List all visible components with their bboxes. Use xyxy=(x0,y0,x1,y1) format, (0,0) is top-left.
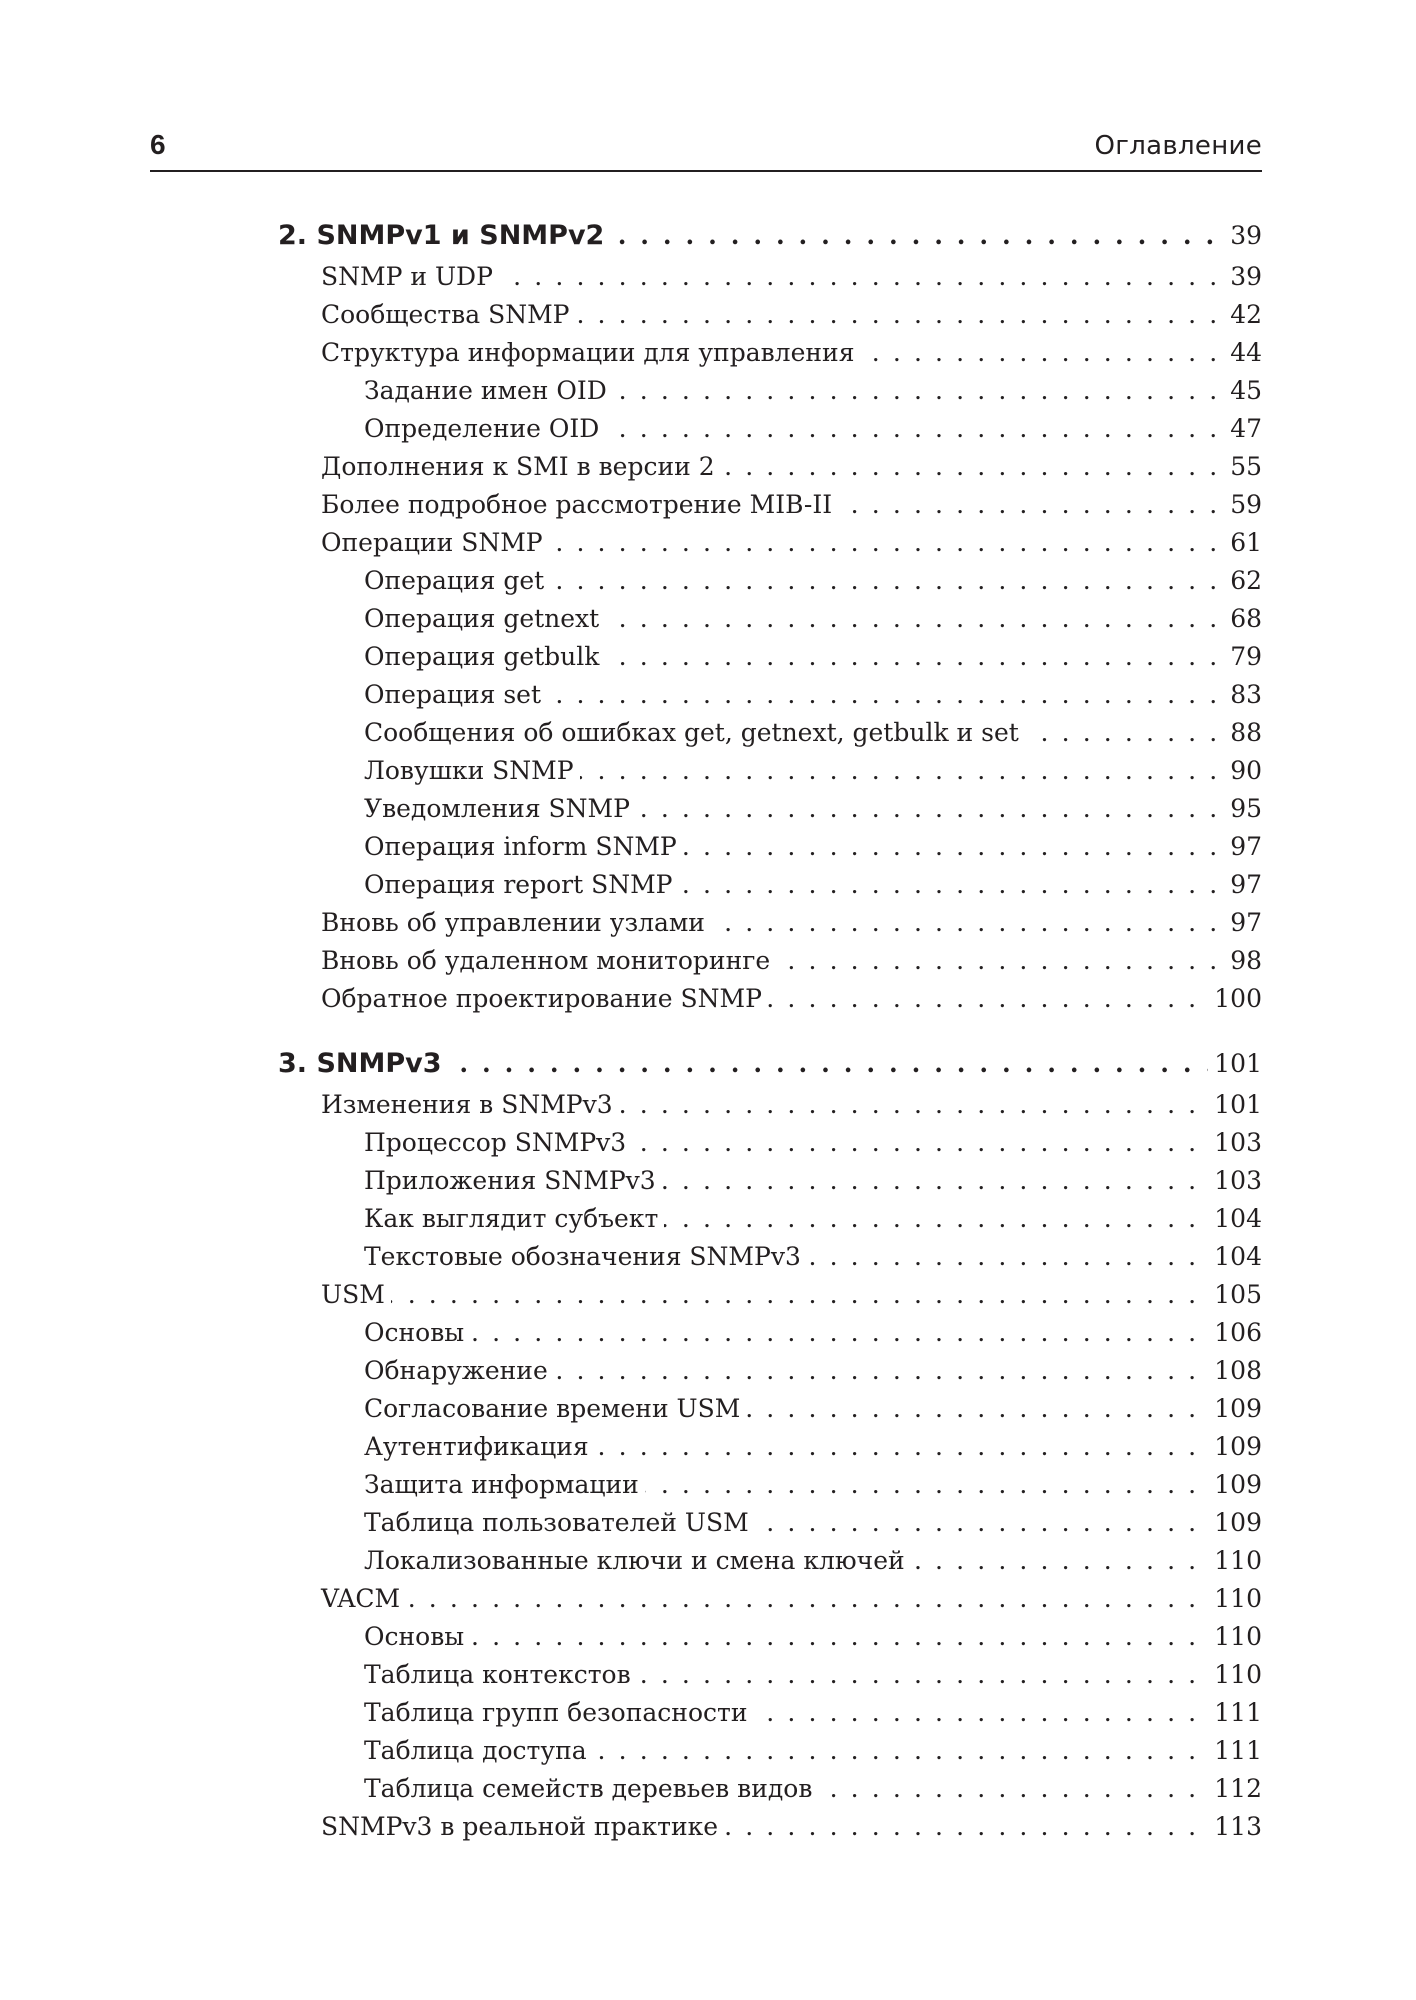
toc-entry xyxy=(278,1238,1262,1276)
toc-entry-page: 110 xyxy=(1208,1656,1262,1694)
toc-entry-page: 110 xyxy=(1208,1542,1262,1580)
toc-entry-title: Локализованные ключи и смена ключей xyxy=(364,1546,911,1575)
toc-entry-title: Операции SNMP xyxy=(321,528,549,557)
toc-entry xyxy=(278,258,1262,296)
toc-entry-title: Изменения в SNMPv3 xyxy=(321,1090,619,1119)
toc-entry-title: Определение OID xyxy=(364,414,605,443)
toc-entry-page: 59 xyxy=(1224,486,1262,524)
toc-entry-title: Текстовые обозначения SNMPv3 xyxy=(364,1242,807,1271)
toc-entry-page: 95 xyxy=(1224,790,1262,828)
toc-entry-page: 105 xyxy=(1208,1276,1262,1314)
toc-entry-page: 111 xyxy=(1208,1732,1262,1770)
toc-chapter-3 xyxy=(278,1042,1262,1846)
toc-entry xyxy=(278,980,1262,1018)
toc-chapter-2 xyxy=(278,214,1262,1018)
toc-entry xyxy=(278,1618,1262,1656)
toc-entry xyxy=(278,1504,1262,1542)
toc-entry-title: Приложения SNMPv3 xyxy=(364,1166,662,1195)
toc-entry xyxy=(278,1580,1262,1618)
toc-entry xyxy=(278,1542,1262,1580)
toc-entry-title: Уведомления SNMP xyxy=(364,794,636,823)
toc-entry xyxy=(278,1732,1262,1770)
toc-entry-page: 88 xyxy=(1224,714,1262,752)
toc-entry-title: Дополнения к SMI в версии 2 xyxy=(321,452,721,481)
toc-entry-page: 109 xyxy=(1208,1428,1262,1466)
toc-entry-page: 111 xyxy=(1208,1694,1262,1732)
toc-entry-page: 61 xyxy=(1224,524,1262,562)
toc-entry-page: 62 xyxy=(1224,562,1262,600)
chapter-page: 39 xyxy=(1224,214,1262,258)
toc-entry-title: Вновь об удаленном мониторинге xyxy=(321,946,776,975)
toc-entry-title: VACM xyxy=(321,1584,406,1613)
toc-entry-page: 104 xyxy=(1208,1200,1262,1238)
toc-entry xyxy=(278,714,1262,752)
chapter-heading xyxy=(278,1042,1262,1086)
toc-entry-title: Ловушки SNMP xyxy=(364,756,580,785)
toc-entry xyxy=(278,1770,1262,1808)
toc-entry-page: 47 xyxy=(1224,410,1262,448)
toc-entry xyxy=(278,486,1262,524)
toc-entry-page: 110 xyxy=(1208,1580,1262,1618)
toc-entry xyxy=(278,1694,1262,1732)
toc-entry-title: Процессор SNMPv3 xyxy=(364,1128,632,1157)
toc-entry xyxy=(278,1162,1262,1200)
toc-entry-page: 79 xyxy=(1224,638,1262,676)
toc-entry-page: 97 xyxy=(1224,828,1262,866)
toc-entry-page: 110 xyxy=(1208,1618,1262,1656)
toc-entry-title: Таблица доступа xyxy=(364,1736,593,1765)
toc-entry-title: Обратное проектирование SNMP xyxy=(321,984,768,1013)
toc-entry-title: Таблица семейств деревьев видов xyxy=(364,1774,818,1803)
toc-entry-title: SNMP и UDP xyxy=(321,262,499,291)
toc-entry-page: 103 xyxy=(1208,1162,1262,1200)
toc-entry-title: Операция getnext xyxy=(364,604,605,633)
toc-entry xyxy=(278,942,1262,980)
toc-entry-page: 97 xyxy=(1224,866,1262,904)
chapter-heading xyxy=(278,214,1262,258)
toc-entry-page: 97 xyxy=(1224,904,1262,942)
toc-entry-title: Операция getbulk xyxy=(364,642,605,671)
toc-entry-page: 98 xyxy=(1224,942,1262,980)
toc-entry xyxy=(278,1124,1262,1162)
toc-entry-page: 106 xyxy=(1208,1314,1262,1352)
toc-entry-page: 45 xyxy=(1224,372,1262,410)
toc-entry-title: Таблица групп безопасности xyxy=(364,1698,754,1727)
toc-entry-page: 109 xyxy=(1208,1466,1262,1504)
toc-entry-page: 103 xyxy=(1208,1124,1262,1162)
toc-entry-page: 108 xyxy=(1208,1352,1262,1390)
toc-entry xyxy=(278,296,1262,334)
toc-entry-page: 44 xyxy=(1224,334,1262,372)
toc-entry xyxy=(278,334,1262,372)
toc-entry xyxy=(278,410,1262,448)
toc-entry-page: 39 xyxy=(1224,258,1262,296)
toc-entry xyxy=(278,372,1262,410)
toc-entry xyxy=(278,676,1262,714)
toc-entry xyxy=(278,828,1262,866)
chapter-title: 3. SNMPv3 xyxy=(278,1048,448,1079)
toc-entry-title: Операция report SNMP xyxy=(364,870,678,899)
toc-entry-page: 113 xyxy=(1208,1808,1262,1846)
toc-entry-title: Структура информации для управления xyxy=(321,338,860,367)
toc-entry xyxy=(278,1390,1262,1428)
toc-entry-title: SNMPv3 в реальной практике xyxy=(321,1812,724,1841)
toc-entry xyxy=(278,1656,1262,1694)
toc-entry-page: 109 xyxy=(1208,1504,1262,1542)
toc-entry-title: USM xyxy=(321,1280,391,1309)
toc-entry-page: 104 xyxy=(1208,1238,1262,1276)
toc-entry xyxy=(278,1314,1262,1352)
toc-entry xyxy=(278,1428,1262,1466)
toc-entry-title: Как выглядит субъект xyxy=(364,1204,664,1233)
toc-entry-page: 42 xyxy=(1224,296,1262,334)
toc-entry xyxy=(278,1276,1262,1314)
toc-entry-title: Защита информации xyxy=(364,1470,645,1499)
toc-entry xyxy=(278,562,1262,600)
toc-entry xyxy=(278,1466,1262,1504)
toc-entry xyxy=(278,448,1262,486)
toc-entry-title: Таблица контекстов xyxy=(364,1660,637,1689)
toc-entry-page: 100 xyxy=(1208,980,1262,1018)
toc-entry-title: Вновь об управлении узлами xyxy=(321,908,711,937)
toc-entry-title: Аутентификация xyxy=(364,1432,595,1461)
toc-entry xyxy=(278,1352,1262,1390)
toc-entry-title: Операция inform SNMP xyxy=(364,832,683,861)
toc-entry-page: 112 xyxy=(1208,1770,1262,1808)
toc-entry-title: Основы xyxy=(364,1318,470,1347)
toc-entry-title: Сообщества SNMP xyxy=(321,300,576,329)
toc-entry-title: Более подробное рассмотрение MIB-II xyxy=(321,490,838,519)
chapter-page: 101 xyxy=(1208,1042,1262,1086)
toc-entry-title: Обнаружение xyxy=(364,1356,554,1385)
toc-entry-page: 90 xyxy=(1224,752,1262,790)
toc-entry-page: 83 xyxy=(1224,676,1262,714)
toc-entry-title: Операция set xyxy=(364,680,547,709)
toc-entry-title: Таблица пользователей USM xyxy=(364,1508,755,1537)
toc-entry xyxy=(278,638,1262,676)
toc-entry xyxy=(278,1200,1262,1238)
running-head: Оглавление xyxy=(1094,131,1262,161)
toc-entry-title: Операция get xyxy=(364,566,550,595)
toc-entry-title: Согласование времени USM xyxy=(364,1394,746,1423)
toc-entry xyxy=(278,1086,1262,1124)
toc-entry xyxy=(278,752,1262,790)
toc-entry-page: 101 xyxy=(1208,1086,1262,1124)
toc-entry-title: Сообщения об ошибках get, getnext, getbulk и set xyxy=(364,718,1025,747)
toc-entry xyxy=(278,1808,1262,1846)
toc-entry xyxy=(278,600,1262,638)
toc-entry xyxy=(278,524,1262,562)
toc-entries xyxy=(278,1086,1262,1846)
toc-entry-page: 55 xyxy=(1224,448,1262,486)
toc-entry xyxy=(278,904,1262,942)
toc-entry-page: 109 xyxy=(1208,1390,1262,1428)
toc-entry-page: 68 xyxy=(1224,600,1262,638)
chapter-title: 2. SNMPv1 и SNMPv2 xyxy=(278,220,610,251)
toc-entry xyxy=(278,866,1262,904)
toc-entries xyxy=(278,258,1262,1018)
toc-entry xyxy=(278,790,1262,828)
toc-entry-title: Основы xyxy=(364,1622,470,1651)
page-header xyxy=(150,128,1262,172)
page-number: 6 xyxy=(150,129,166,160)
toc-entry-title: Задание имен OID xyxy=(364,376,613,405)
